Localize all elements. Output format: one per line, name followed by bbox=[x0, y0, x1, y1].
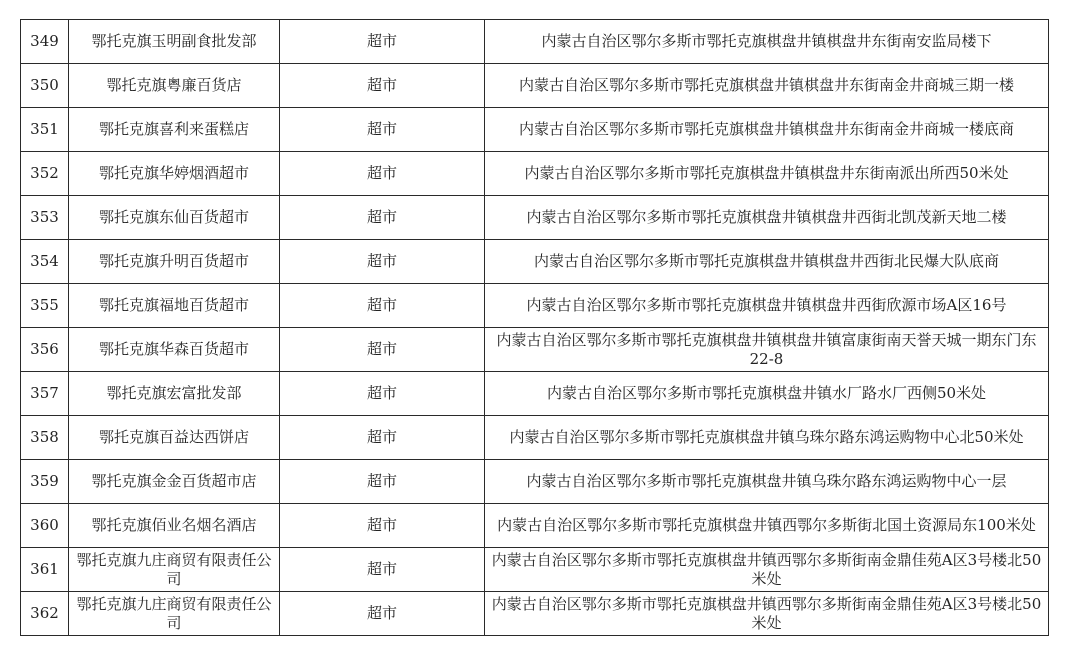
store-address: 内蒙古自治区鄂尔多斯市鄂托克旗棋盘井镇棋盘井西街北凯茂新天地二楼 bbox=[485, 196, 1049, 240]
store-name: 鄂托克旗喜利来蛋糕店 bbox=[69, 108, 280, 152]
table-row bbox=[21, 152, 1049, 196]
store-address: 内蒙古自治区鄂尔多斯市鄂托克旗棋盘井镇棋盘井东街南金井商城一楼底商 bbox=[485, 108, 1049, 152]
table-row bbox=[21, 504, 1049, 548]
table-row bbox=[21, 196, 1049, 240]
row-number: 352 bbox=[21, 152, 69, 196]
store-address: 内蒙古自治区鄂尔多斯市鄂托克旗棋盘井镇棋盘井东街南派出所西50米处 bbox=[485, 152, 1049, 196]
row-number: 360 bbox=[21, 504, 69, 548]
store-address: 内蒙古自治区鄂尔多斯市鄂托克旗棋盘井镇水厂路水厂西侧50米处 bbox=[485, 372, 1049, 416]
row-number: 359 bbox=[21, 460, 69, 504]
row-number: 361 bbox=[21, 548, 69, 592]
table-row bbox=[21, 108, 1049, 152]
store-type: 超市 bbox=[280, 416, 485, 460]
table-row bbox=[21, 548, 1049, 592]
row-number: 350 bbox=[21, 64, 69, 108]
row-number: 353 bbox=[21, 196, 69, 240]
row-number: 358 bbox=[21, 416, 69, 460]
store-name: 鄂托克旗华婷烟酒超市 bbox=[69, 152, 280, 196]
store-name: 鄂托克旗金金百货超市店 bbox=[69, 460, 280, 504]
store-type: 超市 bbox=[280, 372, 485, 416]
store-address: 内蒙古自治区鄂尔多斯市鄂托克旗棋盘井镇棋盘井西街欣源市场A区16号 bbox=[485, 284, 1049, 328]
table-body bbox=[21, 20, 1049, 636]
store-address: 内蒙古自治区鄂尔多斯市鄂托克旗棋盘井镇西鄂尔多斯街南金鼎佳苑A区3号楼北50米处 bbox=[485, 548, 1049, 592]
store-type: 超市 bbox=[280, 20, 485, 64]
store-name: 鄂托克旗玉明副食批发部 bbox=[69, 20, 280, 64]
table-row bbox=[21, 328, 1049, 372]
store-type: 超市 bbox=[280, 592, 485, 636]
store-address: 内蒙古自治区鄂尔多斯市鄂托克旗棋盘井镇西鄂尔多斯街北国土资源局东100米处 bbox=[485, 504, 1049, 548]
store-address: 内蒙古自治区鄂尔多斯市鄂托克旗棋盘井镇棋盘井西街北民爆大队底商 bbox=[485, 240, 1049, 284]
table-row bbox=[21, 372, 1049, 416]
store-address: 内蒙古自治区鄂尔多斯市鄂托克旗棋盘井镇棋盘井东街南安监局楼下 bbox=[485, 20, 1049, 64]
table-row bbox=[21, 416, 1049, 460]
store-name: 鄂托克旗宏富批发部 bbox=[69, 372, 280, 416]
store-name: 鄂托克旗九庄商贸有限责任公司 bbox=[69, 592, 280, 636]
store-type: 超市 bbox=[280, 152, 485, 196]
store-name: 鄂托克旗东仙百货超市 bbox=[69, 196, 280, 240]
store-name: 鄂托克旗华森百货超市 bbox=[69, 328, 280, 372]
store-type: 超市 bbox=[280, 460, 485, 504]
store-type: 超市 bbox=[280, 504, 485, 548]
store-type: 超市 bbox=[280, 548, 485, 592]
store-name: 鄂托克旗升明百货超市 bbox=[69, 240, 280, 284]
store-address: 内蒙古自治区鄂尔多斯市鄂托克旗棋盘井镇棋盘井东街南金井商城三期一楼 bbox=[485, 64, 1049, 108]
table-row bbox=[21, 592, 1049, 636]
store-address: 内蒙古自治区鄂尔多斯市鄂托克旗棋盘井镇棋盘井镇富康街南天誉天城一期东门东22-8 bbox=[485, 328, 1049, 372]
row-number: 355 bbox=[21, 284, 69, 328]
store-name: 鄂托克旗九庄商贸有限责任公司 bbox=[69, 548, 280, 592]
table-row bbox=[21, 20, 1049, 64]
store-address: 内蒙古自治区鄂尔多斯市鄂托克旗棋盘井镇西鄂尔多斯街南金鼎佳苑A区3号楼北50米处 bbox=[485, 592, 1049, 636]
store-type: 超市 bbox=[280, 328, 485, 372]
store-name: 鄂托克旗佰业名烟名酒店 bbox=[69, 504, 280, 548]
store-name: 鄂托克旗百益达西饼店 bbox=[69, 416, 280, 460]
store-address: 内蒙古自治区鄂尔多斯市鄂托克旗棋盘井镇乌珠尔路东鸿运购物中心一层 bbox=[485, 460, 1049, 504]
row-number: 357 bbox=[21, 372, 69, 416]
table-row bbox=[21, 240, 1049, 284]
row-number: 349 bbox=[21, 20, 69, 64]
store-type: 超市 bbox=[280, 196, 485, 240]
store-type: 超市 bbox=[280, 240, 485, 284]
store-address: 内蒙古自治区鄂尔多斯市鄂托克旗棋盘井镇乌珠尔路东鸿运购物中心北50米处 bbox=[485, 416, 1049, 460]
row-number: 356 bbox=[21, 328, 69, 372]
table-row bbox=[21, 284, 1049, 328]
store-type: 超市 bbox=[280, 64, 485, 108]
table-row bbox=[21, 460, 1049, 504]
store-listing-table bbox=[20, 19, 1049, 636]
row-number: 351 bbox=[21, 108, 69, 152]
row-number: 362 bbox=[21, 592, 69, 636]
store-name: 鄂托克旗粤廉百货店 bbox=[69, 64, 280, 108]
store-type: 超市 bbox=[280, 108, 485, 152]
row-number: 354 bbox=[21, 240, 69, 284]
store-name: 鄂托克旗福地百货超市 bbox=[69, 284, 280, 328]
table-row bbox=[21, 64, 1049, 108]
store-type: 超市 bbox=[280, 284, 485, 328]
